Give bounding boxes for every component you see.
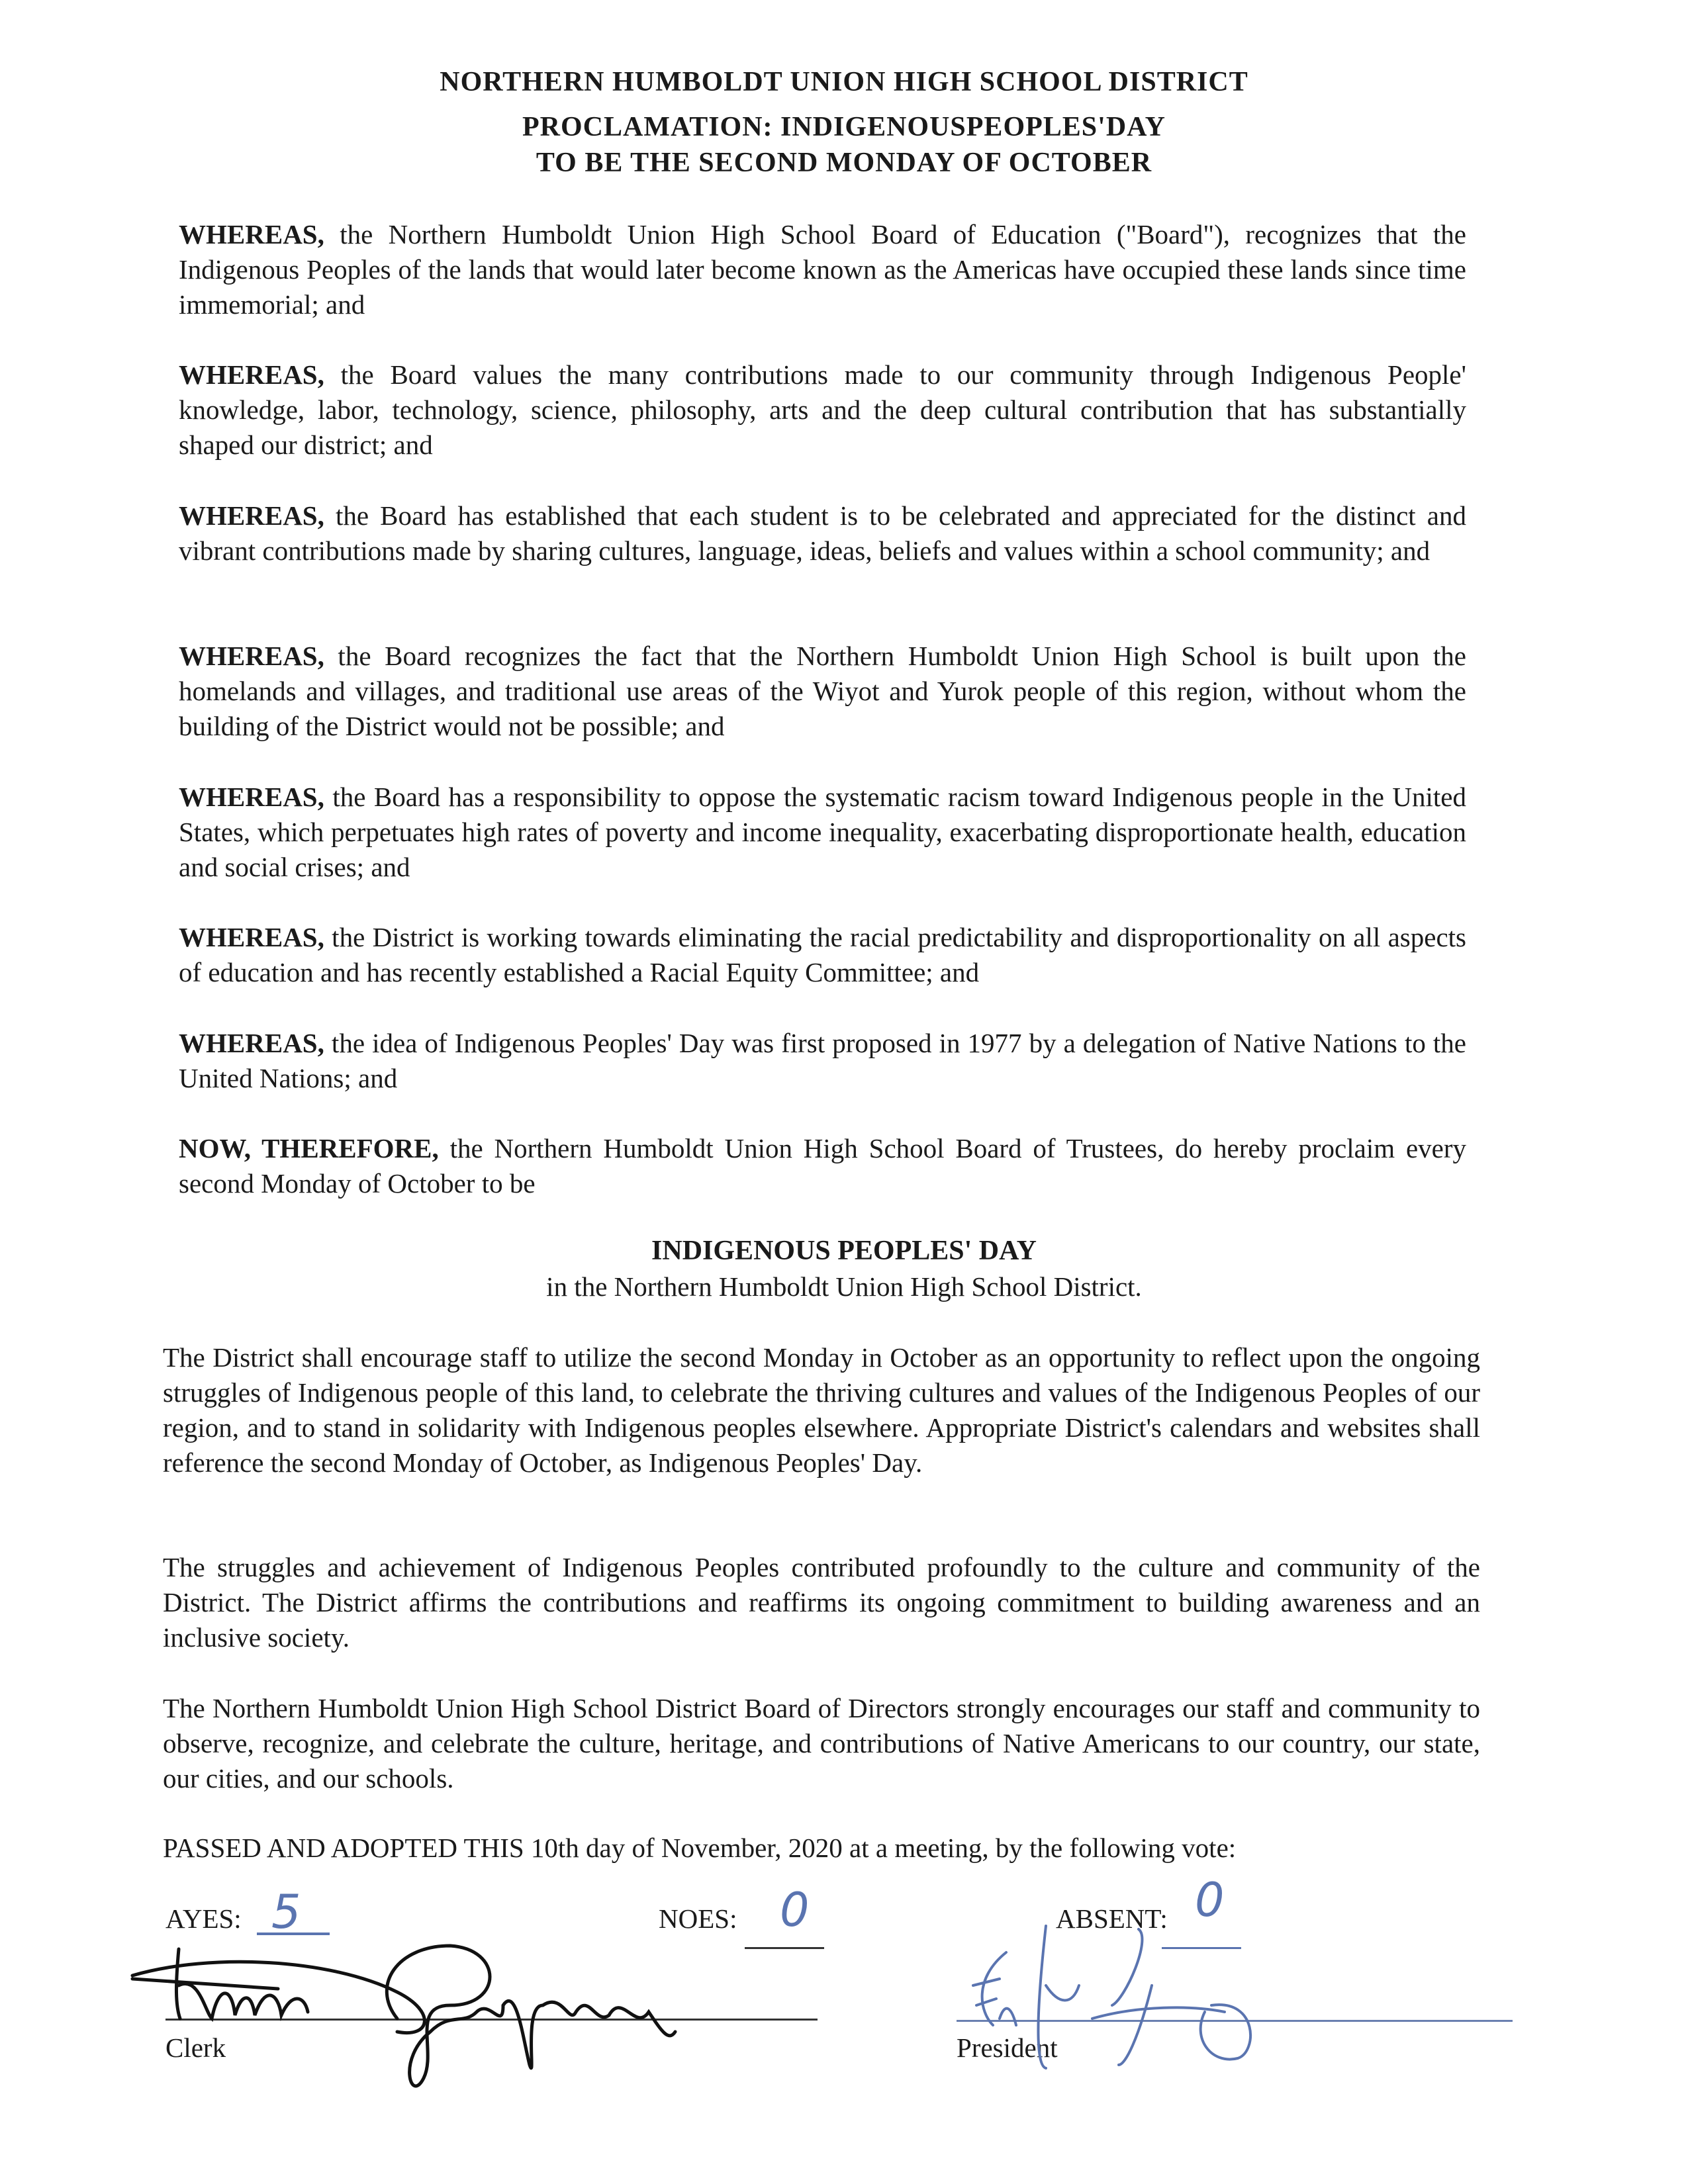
noes-line [745, 1947, 824, 1949]
clause-lead: WHEREAS, [179, 500, 324, 531]
body-paragraph: The Northern Humboldt Union High School District Board of Directors strongly encourages our staff and community to observe, recognize, and celebrate the culture, heritage, and contributions of Native Americans to our country, our state, our cities, and our schools. [163, 1693, 1480, 1794]
clause-lead: WHEREAS, [179, 641, 324, 671]
ayes-value: 5 [271, 1885, 301, 1939]
clerk-signature-line [165, 2019, 818, 2021]
whereas-clause [179, 639, 1466, 744]
adoption-statement: PASSED AND ADOPTED THIS 10th day of November, 2020 at a meeting, by the following vote: [163, 1833, 1237, 1863]
body-paragraph: The struggles and achievement of Indigenous Peoples contributed profoundly to the culture and community of the District. The District affirms the contributions and reaffirms its ongoing commitment to building awareness and an inclusive society. [163, 1552, 1480, 1653]
clause-lead: WHEREAS, [179, 922, 324, 952]
president-label: President [957, 2032, 1058, 2063]
noes-label: NOES: [659, 1903, 737, 1934]
whereas-clause [179, 1026, 1466, 1096]
clause-text: the District is working towards eliminating the racial predictability and disproportionality on all aspects of education and has recently established a Racial Equity Committee; and [179, 922, 1466, 987]
clause-lead: WHEREAS, [179, 782, 324, 812]
clause-text: the Board recognizes the fact that the Northern Humboldt Union High School is built upon the homelands and villages, and traditional use areas of the Wiyot and Yurok people of this region, without whom the building of the District would not be possible; and [179, 641, 1466, 741]
proclamation-title: PROCLAMATION: INDIGENOUSPEOPLES'DAY [522, 112, 1166, 142]
clerk-label: Clerk [165, 2032, 226, 2063]
whereas-clause [179, 920, 1466, 990]
clause-text: the Board values the many contributions made to our community through Indigenous People' knowledge, labor, technology, science, philosophy, arts and the deep cultural contribution that has substantially shaped our district; and [179, 359, 1466, 460]
noes-value: 0 [780, 1883, 810, 1937]
clause-lead: NOW, THEREFORE, [179, 1133, 439, 1163]
clause-text: the Northern Humboldt Union High School Board of Education ("Board"), recognizes that the Indigenous Peoples of the lands that would later become known as the Americas have occupied these lands since time immemorial; and [179, 219, 1466, 320]
body-paragraph: The District shall encourage staff to utilize the second Monday in October as an opportunity to reflect upon the ongoing struggles of Indigenous people of this land, to celebrate the thriving cultures and values of the Indigenous Peoples of our region, and to stand in solidarity with Indigenous peoples elsewhere. Appropriate District's calendars and websites shall reference the second Monday of October, as Indigenous Peoples' Day. [163, 1342, 1480, 1478]
whereas-clause [179, 217, 1466, 322]
therefore-clause [179, 1131, 1466, 1201]
clause-text: the idea of Indigenous Peoples' Day was first proposed in 1977 by a delegation of Native Nations to the United Nations; and [179, 1028, 1466, 1093]
clause-text: the Board has established that each student is to be celebrated and appreciated for the distinct and vibrant contributions made by sharing cultures, language, ideas, beliefs and values within a school community; and [179, 500, 1466, 566]
clause-lead: WHEREAS, [179, 1028, 324, 1058]
whereas-clause [179, 780, 1466, 885]
clerk-signature [132, 1946, 675, 2086]
proclamation-subtitle: TO BE THE SECOND MONDAY OF OCTOBER [536, 148, 1152, 178]
clause-text: the Northern Humboldt Union High School Board of Trustees, do hereby proclaim every second Monday of October to be [179, 1133, 1466, 1199]
clause-lead: WHEREAS, [179, 359, 324, 390]
district-name: NORTHERN HUMBOLDT UNION HIGH SCHOOL DISTRICT [440, 67, 1248, 97]
absent-label: ABSENT: [1056, 1903, 1168, 1934]
clause-lead: WHEREAS, [179, 219, 324, 250]
president-signature-line [957, 2020, 1513, 2022]
clause-text: the Board has a responsibility to oppose the systematic racism toward Indigenous people in the United States, which perpetuates high rates of poverty and income inequality, exacerbating disproportionate health, education and social crises; and [179, 782, 1466, 882]
whereas-clause [179, 357, 1466, 463]
absent-line [1162, 1947, 1241, 1949]
proclamation-subheading: in the Northern Humboldt Union High School District. [546, 1271, 1142, 1302]
ayes-label: AYES: [165, 1903, 242, 1934]
whereas-clause [179, 498, 1466, 569]
proclamation-heading: INDIGENOUS PEOPLES' DAY [651, 1236, 1037, 1266]
absent-value: 0 [1195, 1873, 1225, 1927]
